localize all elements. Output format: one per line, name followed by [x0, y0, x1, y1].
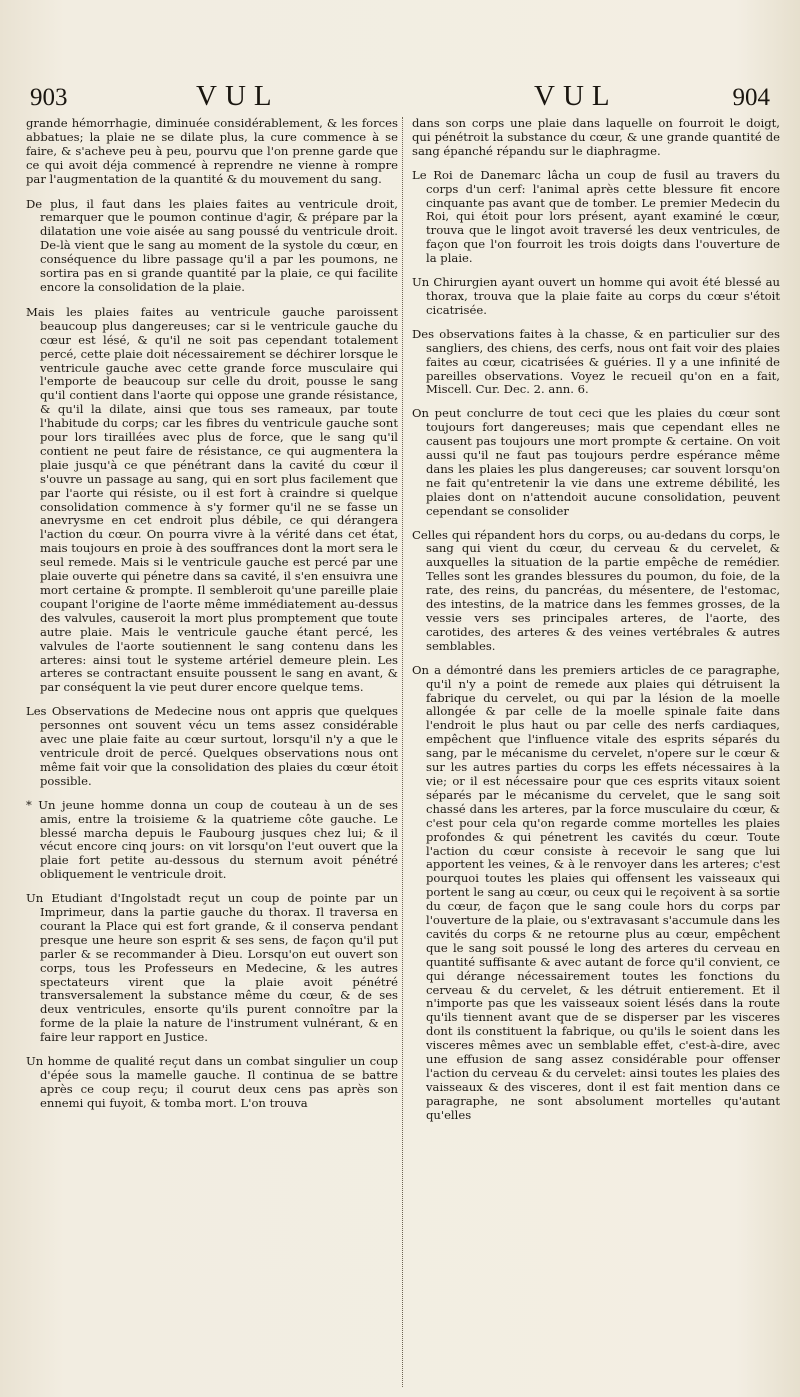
paragraph: Les Observations de Medecine nous ont appris que quelques personnes ont souvent vécu un tems assez considérable avec une plaie faite au cœur surtout, lorsqu'il n'y a que le ventricule droit de percé. Quelques observations nous ont même fait voir que la consolidation des plaies du cœur étoit possible. — [26, 704, 398, 788]
right-running-head: VUL — [534, 80, 618, 112]
paragraph: Un Etudiant d'Ingolstadt reçut un coup de pointe par un Imprimeur, dans la partie gauche du thorax. Il traversa en courant la Place qui est fort grande, & il conserva pendant presque une heure son esprit & ses sens, de façon qu'il put parler & se recommander à Dieu. Lorsqu'on eut ouvert son corps, tous les Professeurs en Medecine, & les autres spectateurs virent que la plaie avoit pénétré transversalement la substance même du cœur, & de ses deux ventricules, ensorte qu'ils purent connoître par la forme de la plaie la nature de l'instrument vulnérant, & en faire leur rapport en Justice. — [26, 891, 398, 1045]
paragraph: dans son corps une plaie dans laquelle on fourroit le doigt, qui pénétroit la substance du cœur, & une grande quantité de sang épanché répandu sur le diaphragme. — [412, 117, 780, 158]
column-divider — [402, 117, 404, 1387]
paragraph: * Un jeune homme donna un coup de couteau à un de ses amis, entre la troisieme & la quatrieme côte gauche. Le blessé marcha depuis le Faubourg jusques chez lui; & il vécut encore cinq jours: on vit lorsqu'on l'eut ouvert que la plaie fort petite au-dessous du sternum avoit pénétré obliquement le ventricule droit. — [26, 797, 398, 882]
paragraph: Celles qui répandent hors du corps, ou au-dedans du corps, le sang qui vient du cœur, du cerveau & du cervelet, & auxquelles la situation de la partie empêche de remédier. Telles sont les grandes blessures du poumon, du foie, de la rate, des reins, du pancréas, du mésentere, de l'estomac, des intestins, de la matrice dans les femmes grosses, de la vessie vers ses principales arteres, de l'aorte, des carotides, des arteres & des veines vertébrales & autres semblables. — [412, 527, 780, 653]
paragraph: De plus, il faut dans les plaies faites au ventricule droit, remarquer que le poumon continue d'agir, & prépare par la dilatation une voie aisée au sang poussé du ventricule droit. De-là vient que le sang au moment de la systole du cœur, en conséquence du libre passage qu'il a par les poumons, ne sortira pas en si grande quantité par la plaie, ce qui facilite encore la consolidation de la plaie. — [26, 196, 398, 294]
paragraph: grande hémorrhagie, diminuée considérablement, & les forces abbatues; la plaie ne se dilate plus, la cure commence à se faire, & s'acheve peu à peu, pourvu que l'on prenne garde que ce qui avoit déja commencé à reprendre ne vienne à rompre par l'augmentation de la quantité & du mouvement du sang. — [26, 117, 398, 186]
running-header — [0, 80, 800, 120]
paragraph: Des observations faites à la chasse, & en particulier sur des sangliers, des chiens, des cerfs, nous ont fait voir des plaies faites au cœur, cicatrisées & guéries. Il y a une infinité de pareilles observations. Voyez le recueil qu'on en a fait, Miscell. Cur. Dec. 2. ann. 6. — [412, 326, 780, 397]
paragraph: Mais les plaies faites au ventricule gauche paroissent beaucoup plus dangereuses; car si le ventricule gauche du cœur est lésé, & qu'il ne soit pas cependant totalement percé, cette plaie doit nécessairement se déchirer lorsque le ventricule gauche avec cette grande force musculaire qui l'emporte de beaucoup sur celle du droit, pousse le sang qu'il contient dans l'aorte qui oppose une grande résistance, & qu'il la dilate, ainsi que tous ses rameaux, par toute l'habitude du corps; car les fibres du ventricule gauche sont pour lors tiraillées avec plus de force, que le sang qu'il contient ne peut faire de résistance, ce qui augmentera la plaie jusqu'à ce que pénétrant dans la cavité du cœur il s'ouvre un passage au sang, qui en sort plus facilement que par l'aorte qui résiste, ou il est fort à craindre si quelque consolidation commence à s'y former qu'il ne se fasse un anevrysme en cet endroit plus débile, ce qui dérangera l'action du cœur. On pourra vivre à la vérité dans cet état, mais toujours en proie à des souffrances dont la mort sera le seul remede. Mais si le ventricule gauche est percé par une plaie ouverte qui pénetre dans sa cavité, il s'en ensuivra une mort certaine & prompte. Il sembleroit qu'une pareille plaie coupant l'origine de l'aorte même immédiatement au-dessus des valvules, causeroit la mort plus promptement que toute autre plaie. Mais le ventricule gauche étant percé, les valvules de l'aorte soutiennent le sang contenu dans les arteres: ainsi tout le systeme artériel demeure plein. Les arteres se contractant ensuite poussent le sang en avant, & par conséquent la vie peut durer encore quelque tems. — [26, 304, 398, 695]
left-running-head: VUL — [196, 80, 280, 112]
left-page-number: 903 — [30, 84, 68, 111]
paragraph: On peut conclurre de tout ceci que les plaies du cœur sont toujours fort dangereuses; mais que cependant elles ne causent pas toujours une mort prompte & certaine. On voit aussi qu'il ne faut pas toujours perdre espérance même dans les plaies les plus dangereuses; car souvent lorsqu'on ne fait qu'entretenir la vie dans une extreme débilité, les plaies dont on n'attendoit aucune consolidation, peuvent cependant se consolider — [412, 406, 780, 518]
paragraph: Un Chirurgien ayant ouvert un homme qui avoit été blessé au thorax, trouva que la plaie faite au corps du cœur s'étoit cicatrisée. — [412, 275, 780, 317]
right-page-number: 904 — [732, 84, 770, 111]
paragraph: Le Roi de Danemarc lâcha un coup de fusil au travers du corps d'un cerf: l'animal après cette blessure fit encore cinquante pas avant que de tomber. Le premier Medecin du Roi, qui étoit pour lors présent, ayant examiné le cœur, trouva que le lingot avoit traversé les deux ventricules, de façon que l'on fourroit les trois doigts dans l'ouverture de la plaie. — [412, 167, 780, 266]
right-text-column — [412, 117, 780, 1123]
left-text-column — [26, 117, 398, 1111]
paragraph: On a démontré dans les premiers articles de ce paragraphe, qu'il n'y a point de remede aux plaies qui détruisent la fabrique du cervelet, ou qui par la lésion de la moelle allongée & par celle de la moelle spinale faite dans l'endroit le plus haut ou par celle des nerfs cardiaques, empêchent que l'influence vitale des esprits séparés du sang, par le mécanisme du cervelet, n'opere sur le cœur & sur les autres parties du corps les effets nécessaires à la vie; or il est nécessaire pour que ces esprits vitaux soient séparés par le mécanisme du cervelet, que le sang soit chassé dans les arteres, par la force musculaire du cœur, & c'est pour cela qu'on regarde comme mortelles les plaies profondes & qui pénetrent les cavités du cœur. Toute l'action du cœur consiste à recevoir le sang que lui apportent les veines, & à le renvoyer dans les arteres; c'est pourquoi toutes les plaies qui offensent les vaisseaux qui portent le sang au cœur, ou ceux qui le reçoivent à sa sortie du cœur, de façon que le sang coule hors du corps par l'ouverture de la plaie, ou s'extravasant s'accumule dans les cavités du corps & ne retourne plus au cœur, empêchent que le sang soit poussé le long des arteres du cerveau en quantité suffisante & avec autant de force qu'il convient, ce qui dérange nécessairement toutes les fonctions du cerveau & du cervelet, & les détruit entierement. Et il n'importe pas que les vaisseaux soient lésés dans la route qu'ils tiennent avant que de se disperser par les visceres dont ils constituent la fabrique, ou qu'ils le soient dans les visceres mêmes avec un semblable effet, c'est-à-dire, avec une effusion de sang assez considérable pour offenser l'action du cerveau & du cervelet: ainsi toutes les plaies des vaisseaux & des visceres, dont il est fait mention dans ce paragraphe, ne sont absolument mortelles qu'autant qu'elles — [412, 662, 780, 1122]
paragraph: Un homme de qualité reçut dans un combat singulier un coup d'épée sous la mamelle gauche. Il continua de se battre après ce coup reçu; il courut deux cens pas après son ennemi qui fuyoit, & tomba mort. L'on trouva — [26, 1054, 398, 1110]
